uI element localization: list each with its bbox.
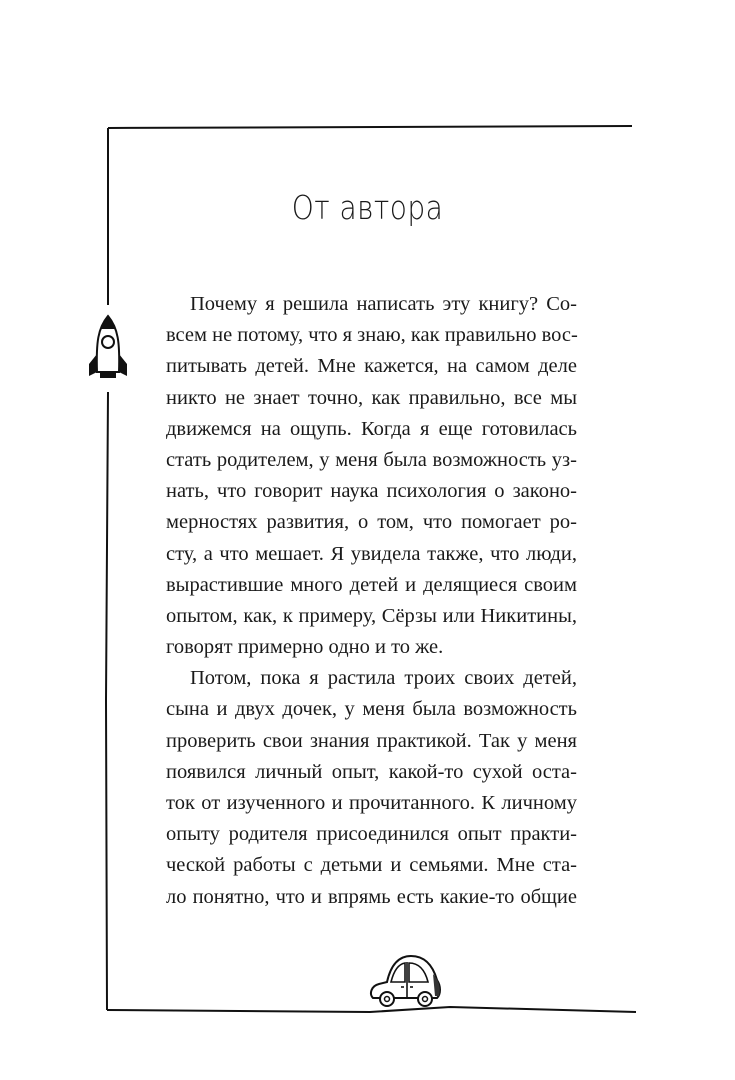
text-line: проверить свои знания практикой. Так у меня — [166, 729, 577, 752]
text-line: Почему я решила написать эту книгу? Со- — [190, 293, 577, 315]
text-line: опытом, как, к примеру, Сёрзы или Никитины, — [166, 604, 577, 627]
paragraph — [166, 289, 577, 663]
text-line: ческой работы с детьми и семьями. Мне ста- — [166, 854, 577, 877]
text-line: никто не знает точно, как правильно, все мы — [166, 386, 577, 409]
paragraph — [166, 663, 577, 913]
body-text — [166, 289, 577, 913]
text-line: сына и двух дочек, у меня была возможность — [166, 698, 577, 721]
text-line: нать, что говорит наука психология о законо- — [166, 480, 577, 503]
text-line: появился личный опыт, какой-то сухой оста- — [166, 760, 577, 783]
text-line: питывать детей. Мне кажется, на самом деле — [166, 355, 577, 378]
text-line: ло понятно, что и впрямь есть какие-то общие — [166, 885, 577, 908]
text-line: Потом, пока я растила троих своих детей, — [190, 667, 577, 690]
text-line: сту, а что мешает. Я увидела также, что люди, — [166, 542, 577, 565]
car-icon — [367, 950, 445, 1010]
text-line: движемся на ощупь. Когда я еще готовилась — [166, 417, 577, 440]
text-line: стать родителем, у меня была возможность уз- — [166, 448, 577, 471]
text-line: мерностях развития, о том, что помогает ро- — [166, 511, 577, 534]
text-line: опыту родителя присоединился опыт практи- — [166, 823, 577, 846]
text-line: всем не потому, что я знаю, как правильно вос- — [166, 324, 578, 347]
text-line: вырастившие много детей и делящиеся своим — [166, 573, 577, 596]
text-line: ток от изученного и прочитанного. К личному — [166, 792, 577, 814]
rocket-icon — [84, 312, 132, 388]
text-line: говорят примерно одно и то же. — [166, 636, 444, 659]
page-title: От автора — [291, 188, 444, 227]
